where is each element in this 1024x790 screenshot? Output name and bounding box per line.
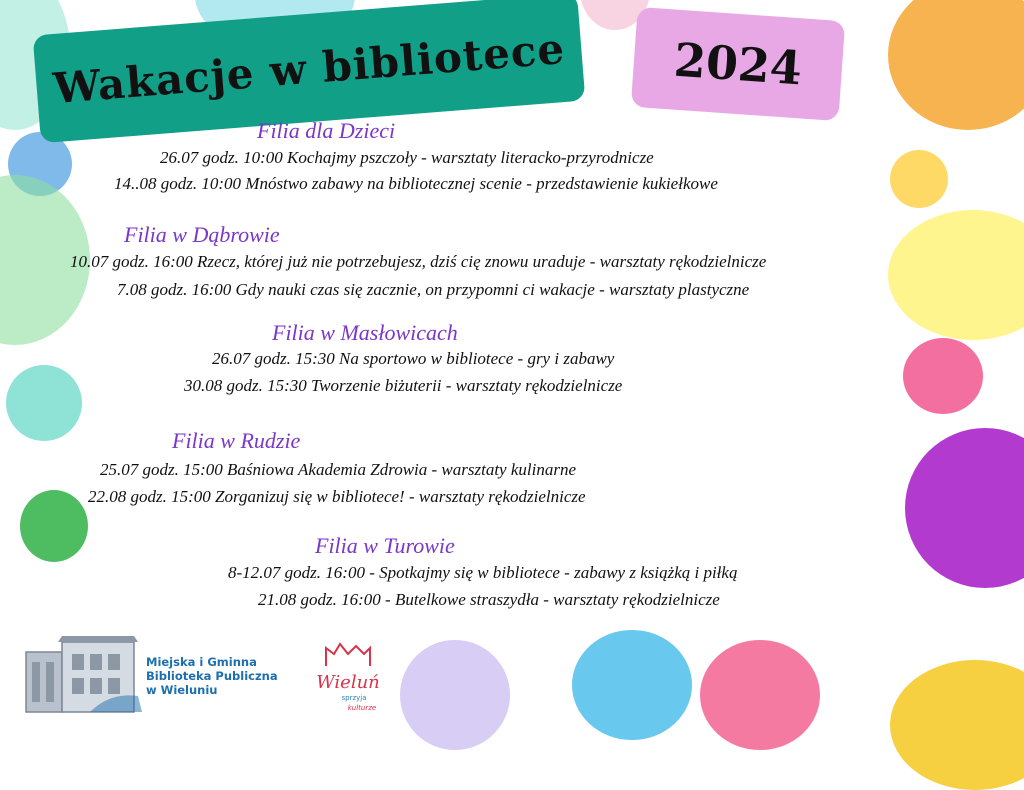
event-line: 14..08 godz. 10:00 Mnóstwo zabawy na bibliotecznej scenie - przedstawienie kukiełkowe [114, 174, 718, 193]
event-line: 30.08 godz. 15:30 Tworzenie biżuterii - warsztaty rękodzielnicze [184, 376, 623, 395]
library-name-line3: w Wieluniu [146, 683, 218, 697]
branch-heading-turow: Filia w Turowie [315, 533, 455, 558]
branch-heading-dabrowa: Filia w Dąbrowie [124, 222, 280, 247]
watercolor-blob-purple-right [905, 428, 1024, 588]
event-line: 21.08 godz. 16:00 - Butelkowe straszydła - warsztaty rękodzielnicze [258, 590, 720, 609]
branch-heading-maslowice: Filia w Masłowicach [272, 320, 458, 345]
watercolor-blob-pink-bottom [700, 640, 820, 750]
event-line: 22.08 godz. 15:00 Zorganizuj się w bibliotece! - warsztaty rękodzielnicze [88, 487, 586, 506]
event-line: 26.07 godz. 15:30 Na sportowo w bibliotece - gry i zabawy [212, 349, 615, 368]
wielun-tagline1: sprzyja [341, 694, 367, 702]
watercolor-blob-yellow-small [890, 150, 948, 208]
page-title: Wakacje w bibliotece [51, 23, 567, 113]
branch-heading-dzieci: Filia dla Dzieci [257, 118, 396, 143]
watercolor-blob-lilac-bottom [400, 640, 510, 750]
watercolor-blob-pink-right [903, 338, 983, 414]
branch-heading-ruda: Filia w Rudzie [172, 428, 301, 453]
event-line: 8-12.07 godz. 16:00 - Spotkajmy się w bibliotece - zabawy z książką i piłką [228, 563, 738, 582]
watercolor-blob-yellow-bottom [890, 660, 1024, 790]
watercolor-blob-orange-right [888, 0, 1024, 130]
wielun-tagline2: kulturze [347, 704, 377, 712]
watercolor-blob-yellow-right [888, 210, 1024, 340]
library-name [146, 655, 278, 697]
event-line: 25.07 godz. 15:00 Baśniowa Akademia Zdrowia - warsztaty kulinarne [100, 460, 576, 479]
library-name-line1: Miejska i Gminna [146, 655, 257, 669]
watercolor-blob-darkgreen-left [20, 490, 88, 562]
watercolor-blob-blue-bottom [572, 630, 692, 740]
year-label: 2024 [672, 32, 804, 96]
library-name-line2: Biblioteka Publiczna [146, 669, 278, 683]
event-line: 10.07 godz. 16:00 Rzecz, której już nie potrzebujesz, dziś cię znowu uraduje - warsztaty rękodzielnicze [70, 252, 767, 271]
watercolor-blob-teal-left [6, 365, 82, 441]
year-banner [631, 7, 845, 121]
event-line: 7.08 godz. 16:00 Gdy nauki czas się zacznie, on przypomni ci wakacje - warsztaty plastyczne [117, 280, 750, 299]
wielun-city-name: Wieluń [316, 672, 380, 693]
event-line: 26.07 godz. 10:00 Kochajmy pszczoły - warsztaty literacko-przyrodnicze [160, 148, 654, 167]
wielun-city-logo [308, 640, 388, 720]
